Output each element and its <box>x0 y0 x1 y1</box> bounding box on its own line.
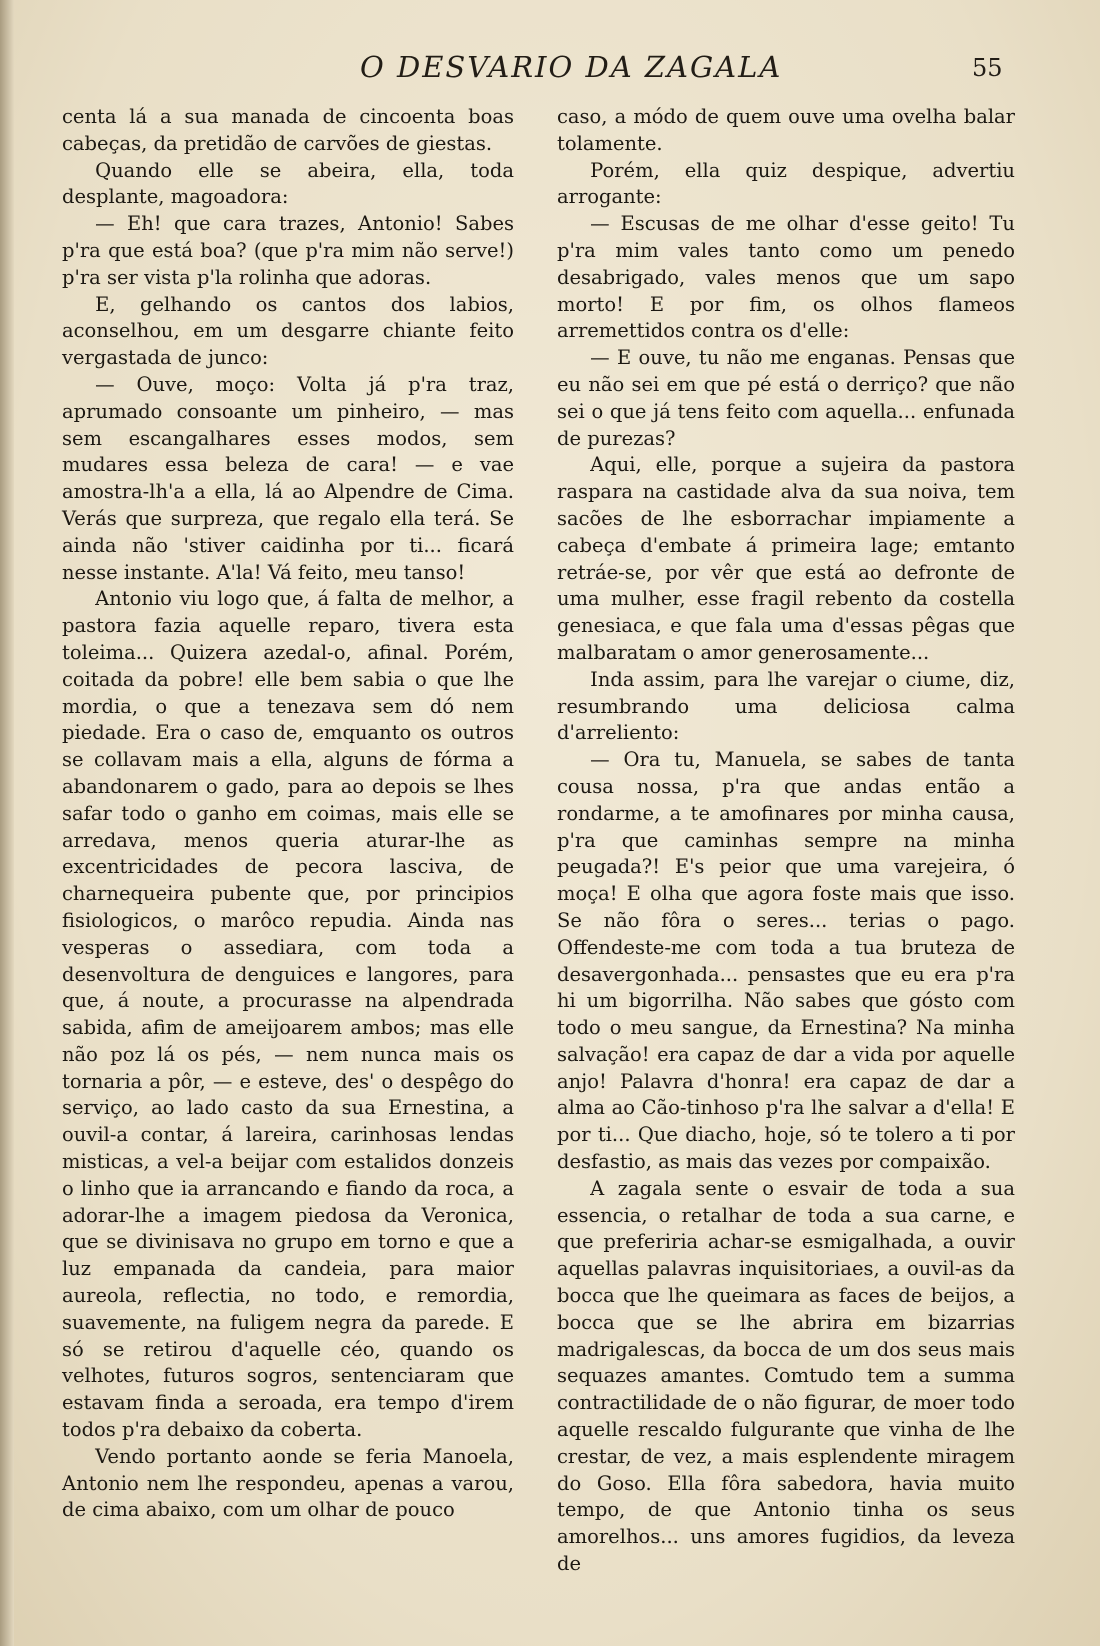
page-number: 55 <box>972 54 1003 82</box>
paragraph: Inda assim, para lhe varejar o ciume, diz, resumbrando uma deliciosa calma d'arreliento: <box>557 667 1015 745</box>
paragraph: Vendo portanto aonde se feria Manoela, Antonio nem lhe respondeu, apenas a varou, de cima abaixo, com um olhar de pouco <box>62 1444 514 1522</box>
left-column <box>62 104 514 1524</box>
paragraph: Aqui, elle, porque a sujeira da pastora raspara na castidade alva da sua noiva, tem sacões de lhe esborrachar impiamente a cabeça d'embate á primeira lage; emtanto retráe-se, por vêr que está ao defronte de uma mulher, esse fragil rebento da costella genesiaca, e que fala uma d'essas pêgas que malbaratam o amor generosamente... <box>557 453 1015 664</box>
paragraph: E, gelhando os cantos dos labios, aconselhou, em um desgarre chiante feito vergastada de junco: <box>62 292 514 370</box>
paragraph: caso, a módo de quem ouve uma ovelha balar tolamente. <box>557 105 1015 155</box>
paragraph: Porém, ella quiz despique, advertiu arrogante: <box>557 158 1015 209</box>
page-spine-shadow <box>0 0 14 1646</box>
page-header <box>0 50 1100 90</box>
paragraph: A zagala sente o esvair de toda a sua essencia, o retalhar de toda a sua carne, e que preferiria achar-se esmigalhada, a ouvir aquellas palavras inquisitoriaes, a ouvil-as da bocca que lhe queimara as faces de beijos, a bocca que se lhe abrira em bizarrias madrigalescas, da bocca de um dos seus mais sequazes amantes. Comtudo tem a summa contractilidade de o não figurar, de moer todo aquelle rescaldo fulgurante que vinha de lhe crestar, de vez, a mais esplendente miragem do Goso. Ella fôra sabedora, havia muito tempo, de que Antonio tinha os seus amorelhos... uns amores fugidios, da leveza de <box>557 1176 1015 1576</box>
running-title: O DESVARIO DA ZAGALA <box>360 50 783 84</box>
paragraph: Antonio viu logo que, á falta de melhor, a pastora fazia aquelle reparo, tivera esta toleima... Quizera azedal-o, afinal. Porém, coitada da pobre! elle bem sabia o que lhe mordia, o que a tenezava sem dó nem piedade. Era o caso de, emquanto os outros se collavam mais a ella, alguns de fórma a abandonarem o gado, para ao depois se lhes safar todo o ganho em coimas, mais elle se arredava, menos queria aturar-lhe as excentricidades de pecora lasciva, de charnequeira pubente que, por principios fisiologicos, o marôco repudia. Ainda nas vesperas o assediara, com toda a desenvoltura de denguices e langores, para que, á noute, a procurasse na alpendrada sabida, afim de ameijoarem ambos; mas elle não poz lá os pés, — nem nunca mais os tornaria a pôr, — e esteve, des' o despêgo do serviço, ao lado casto da sua Ernestina, a ouvil-a contar, á lareira, carinhosas lendas misticas, a vel-a beijar com estalidos donzeis o linho que ia arrancando e fiando da roca, a adorar-lhe a imagem piedosa da Veronica, que se divinisava no grupo em torno e que a luz empanada da candeia, para maior aureola, reflectia, no todo, e remordia, suavemente, na fuligem negra da parede. E só se retirou d'aquelle céo, quando os velhotes, futuros sogros, sentenciaram que estavam finda a seroada, era tempo d'irem todos p'ra debaixo da coberta. <box>62 587 514 1442</box>
paragraph: — Ouve, moço: Volta já p'ra traz, aprumado consoante um pinheiro, — mas sem escangalhares esses modos, sem mudares essa beleza de cara! — e vae amostra-lh'a a ella, lá ao Alpendre de Cima. Verás que surpreza, que regalo ella terá. Se ainda não 'stiver caidinha por ti... ficará nesse instante. A'la! Vá feito, meu tanso! <box>62 372 514 584</box>
paragraph: — E ouve, tu não me enganas. Pensas que eu não sei em que pé está o derriço? que não sei o que já tens feito com aquella... enfunada de purezas? <box>557 346 1015 450</box>
paragraph: — Ora tu, Manuela, se sabes de tanta cousa nossa, p'ra que andas então a rondarme, a te amofinares por minha causa, p'ra que caminhas sempre na minha peugada?! E's peior que uma varejeira, ó moça! E olha que agora foste mais que isso. Se não fôra o seres... terias o pago. Offendeste-me com toda a tua bruteza de desavergonhada... pensastes que eu era p'ra hi um bigorrilha. Não sabes que gósto com todo o meu sangue, da Ernestina? Na minha salvação! era capaz de dar a vida por aquelle anjo! Palavra d'honra! era capaz de dar a alma ao Cão-tinhoso p'ra lhe salvar a d'ella! E por ti... Que diacho, hoje, só te tolero a ti por desfastio, as mais das vezes por compaixão. <box>557 748 1015 1174</box>
paragraph: — Eh! que cara trazes, Antonio! Sabes p'ra que está boa? (que p'ra mim não serve!) p'ra ser vista p'la rolinha que adoras. <box>62 212 514 289</box>
paragraph: — Escusas de me olhar d'esse geito! Tu p'ra mim vales tanto como um penedo desabrigado, vales menos que um sapo morto! E por fim, os olhos flameos arremettidos contra os d'elle: <box>557 212 1015 343</box>
paragraph: centa lá a sua manada de cincoenta boas cabeças, da pretidão de carvões de giestas. <box>62 105 514 155</box>
paragraph: Quando elle se abeira, ella, toda desplante, magoadora: <box>62 158 514 209</box>
right-column <box>557 104 1015 1578</box>
